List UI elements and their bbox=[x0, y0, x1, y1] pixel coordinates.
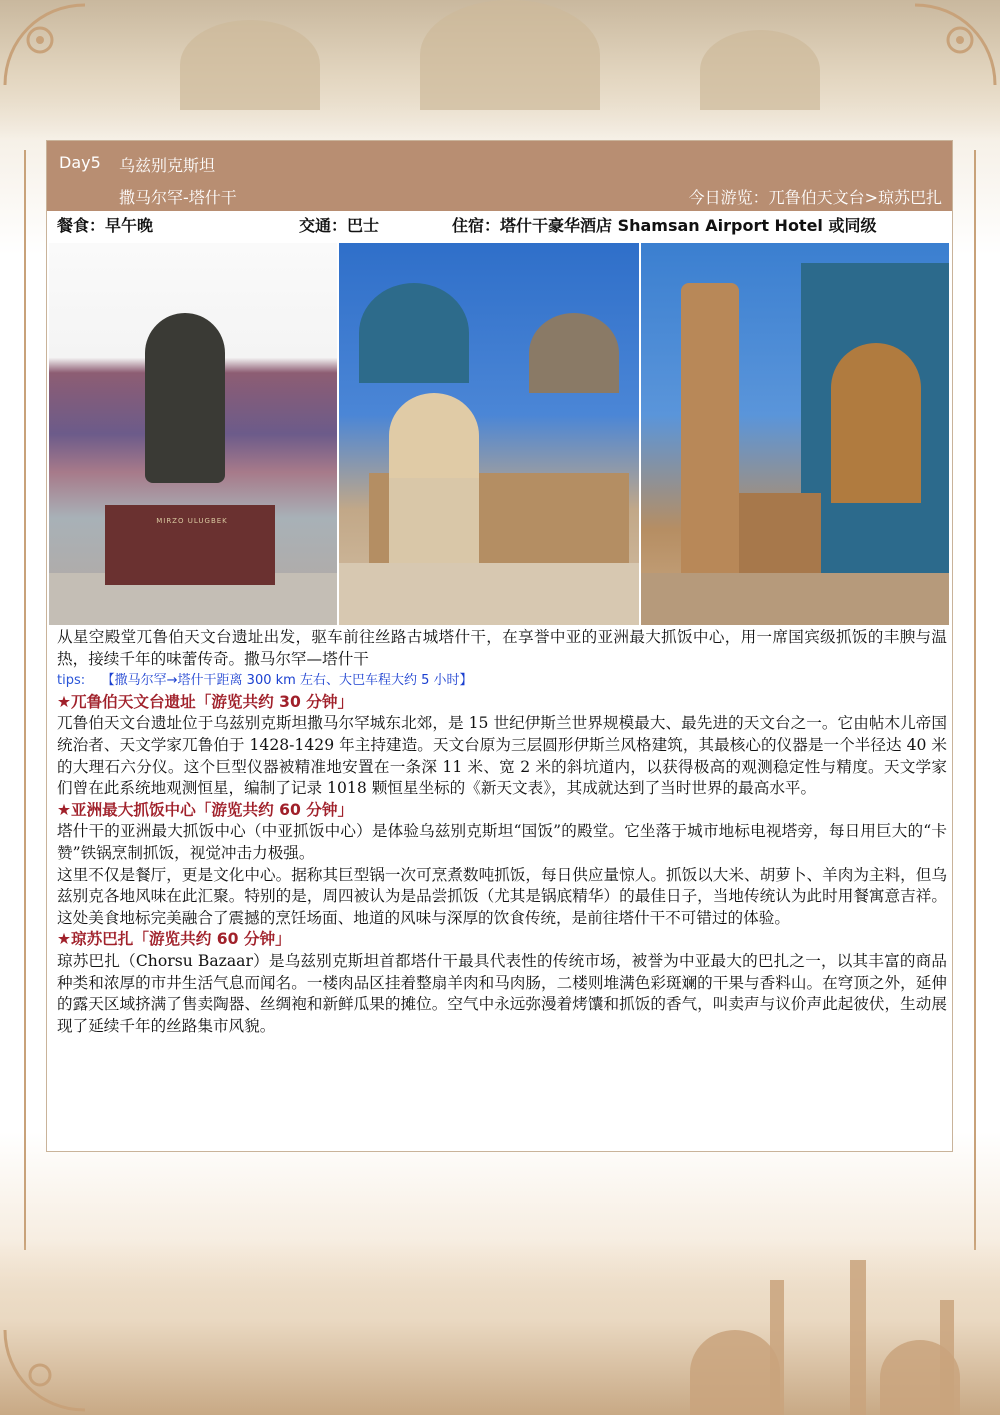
section-title: ★兀鲁伯天文台遗址「游览共约 30 分钟」 bbox=[57, 692, 354, 711]
intro-paragraph: 从星空殿堂兀鲁伯天文台遗址出发，驱车前往丝路古城塔什干，在享誉中亚的亚洲最大抓饭中心，用一席国宾级抓饭的丰腴与温热，接续千年的味蕾传奇。撒马尔罕—塔什干 bbox=[57, 628, 947, 668]
meal-info: 餐食：早午晚 bbox=[57, 216, 154, 235]
transport-info: 交通：巴士 bbox=[299, 216, 380, 235]
tips-line bbox=[57, 670, 947, 692]
ornament-top-left-icon bbox=[0, 0, 90, 90]
ornament-bottom-left-icon bbox=[0, 1325, 90, 1415]
statue-plaque: MIRZO ULUGBEK bbox=[156, 517, 228, 525]
photo-ulugbek-statue bbox=[49, 243, 337, 625]
section-paragraph: 这里不仅是餐厅，更是文化中心。据称其巨型锅一次可烹煮数吨抓饭，每日供应量惊人。抓饭以大米、胡萝卜、羊肉为主料，但乌兹别克各地风味在此汇聚。特别的是，周四被认为是品尝抓饭（尤其是锅底精华）的最佳日子，当地传统认为此时用餐寓意吉祥。这处美食地标完美融合了震撼的烹饪场面、地道的风味与深厚的饮食传统，是前往塔什干不可错过的体验。 bbox=[57, 865, 947, 927]
section-title: ★亚洲最大抓饭中心「游览共约 60 分钟」 bbox=[57, 800, 354, 819]
day-region: 乌兹别克斯坦 bbox=[119, 156, 216, 175]
photo-shah-i-zinda bbox=[339, 243, 639, 625]
tips-label: tips: bbox=[57, 673, 86, 689]
trip-meta-row bbox=[47, 213, 952, 239]
bottom-architecture-banner bbox=[0, 1240, 1000, 1415]
right-border-line bbox=[974, 150, 976, 1250]
hotel-info: 住宿：塔什干豪华酒店 Shamsan Airport Hotel 或同级 bbox=[452, 216, 877, 235]
section-paragraph: 兀鲁伯天文台遗址位于乌兹别克斯坦撒马尔罕城东北郊，是 15 世纪伊斯兰世界规模最大、最先进的天文台之一。它由帖木儿帝国统治者、天文学家兀鲁伯于 1428-1429 年主持建造。天文台原为三层圆形伊斯兰风格建筑，其最核心的仪器是一个半径达 40 米的大理石六分仪。这个巨型仪器被精准地安置在一条深 11 米、宽 2 米的斜坑道内，以获得极高的观测稳定性与精度。天文学家们曾在此系统地观测恒星，编制了记录 1018 颗恒星坐标的《新天文表》，其成就达到了当时世界的最高水平。 bbox=[57, 714, 947, 798]
today-sights: 今日游览：兀鲁伯天文台>琼苏巴扎 bbox=[688, 188, 942, 207]
photo-strip bbox=[49, 243, 949, 625]
tips-text: 【撒马尔罕→塔什干距离 300 km 左右、大巴车程大约 5 小时】 bbox=[101, 673, 473, 689]
day-description bbox=[57, 627, 947, 1037]
section-paragraph: 琼苏巴扎（Chorsu Bazaar）是乌兹别克斯坦首都塔什干最具代表性的传统市场，被誉为中亚最大的巴扎之一，以其丰富的商品种类和浓厚的市井生活气息而闻名。一楼肉品区挂着整扇羊肉和马肉肠，二楼则堆满色彩斑斓的干果与香料山。在穹顶之外，延伸的露天区域挤满了售卖陶器、丝绸袍和新鲜瓜果的摊位。空气中永远弥漫着烤馕和抓饭的香气，叫卖声与议价声此起彼伏，生动展现了延续千年的丝路集市风貌。 bbox=[57, 951, 947, 1035]
day-header bbox=[47, 141, 952, 211]
ornament-top-right-icon bbox=[910, 0, 1000, 90]
section-paragraph: 塔什干的亚洲最大抓饭中心（中亚抓饭中心）是体验乌兹别克斯坦“国饭”的殿堂。它坐落于城市地标电视塔旁，每日用巨大的“卡赞”铁锅烹制抓饭，视觉冲击力极强。 bbox=[57, 822, 947, 862]
day-number: Day5 bbox=[59, 153, 101, 172]
day-route: 撒马尔罕-塔什干 bbox=[119, 188, 237, 207]
photo-kalyan-minaret bbox=[641, 243, 949, 625]
top-architecture-banner bbox=[0, 0, 1000, 140]
section-title: ★琼苏巴扎「游览共约 60 分钟」 bbox=[57, 930, 291, 949]
left-border-line bbox=[24, 150, 26, 1250]
itinerary-card bbox=[46, 140, 953, 1152]
